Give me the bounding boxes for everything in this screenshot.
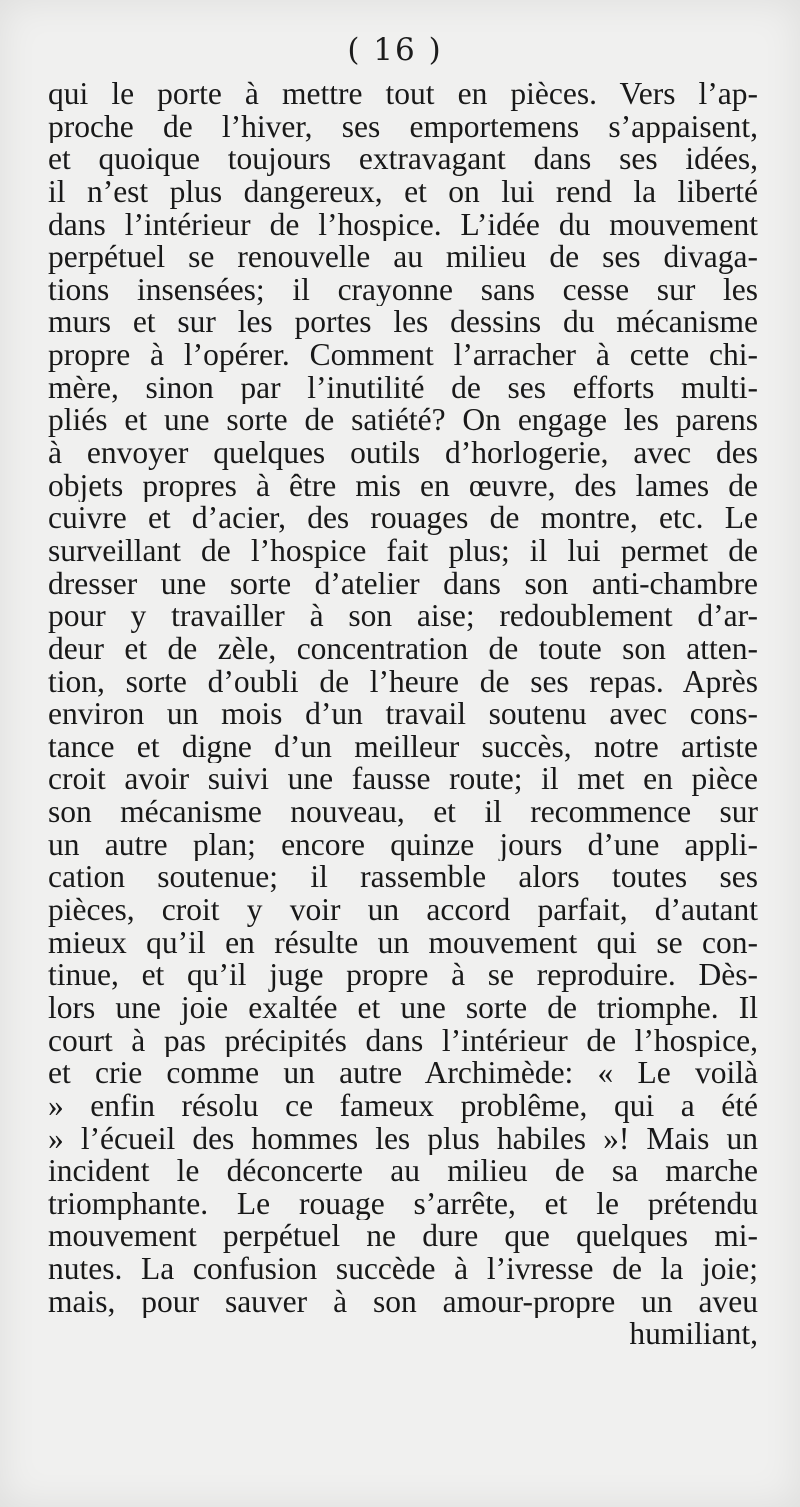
text-line: environ un mois d’un travail soutenu avec cons- — [48, 698, 758, 731]
text-line: pliés et une sorte de satiété? On engage les parens — [48, 404, 758, 438]
text-line: tance et digne d’un meilleur succès, notre artiste — [48, 730, 758, 764]
text-line: mouvement perpétuel ne dure que quelques mi- — [48, 1220, 758, 1254]
text-line: surveillant de l’hospice fait plus; il lui permet de — [48, 534, 758, 568]
text-line: qui le porte à mettre tout en pièces. Vers l’ap- — [48, 78, 758, 111]
text-line: mieux qu’il en résulte un mouvement qui se con- — [48, 926, 758, 960]
text-line: pour y travailler à son aise; redoublement d’ar- — [48, 600, 758, 633]
text-line: croit avoir suivi une fausse route; il met en pièce — [48, 763, 758, 797]
text-line: perpétuel se renouvelle au milieu de ses divaga- — [48, 241, 758, 274]
text-line: proche de l’hiver, ses emportemens s’appaisent, — [48, 110, 758, 144]
text-line: dresser une sorte d’atelier dans son anti-chambre — [48, 567, 758, 601]
text-line: propre à l’opérer. Comment l’arracher à cette chi- — [48, 339, 758, 372]
text-line: un autre plan; encore quinze jours d’une appli- — [48, 828, 758, 862]
text-line: il n’est plus dangereux, et on lui rend la liberté — [48, 175, 758, 209]
text-line: dans l’intérieur de l’hospice. L’idée du mouvement — [48, 208, 758, 242]
text-line: tions insensées; il crayonne sans cesse sur les — [48, 273, 758, 307]
text-line: et quoique toujours extravagant dans ses idées, — [48, 143, 758, 176]
text-line: court à pas précipités dans l’intérieur de l’hospice, — [48, 1024, 758, 1058]
text-line: triomphante. Le rouage s’arrête, et le prétendu — [48, 1187, 758, 1221]
text-line: murs et sur les portes les dessins du mécanisme — [48, 306, 758, 340]
text-line: deur et de zèle, concentration de toute son atten- — [48, 632, 758, 666]
catchword-line: humiliant, — [629, 1318, 758, 1351]
text-line: mère, sinon par l’inutilité de ses efforts multi- — [48, 371, 758, 405]
text-line: lors une joie exaltée et une sorte de triomphe. Il — [48, 991, 758, 1025]
text-line: cuivre et d’acier, des rouages de montre, etc. Le — [48, 502, 758, 535]
page-number: ( 16 ) — [347, 32, 443, 68]
text-line: et crie comme un autre Archimède: « Le voilà — [48, 1057, 758, 1090]
text-line: incident le déconcerte au milieu de sa marche — [48, 1155, 758, 1188]
text-line: mais, pour sauver à son amour-propre un aveu — [48, 1285, 758, 1319]
text-line: nutes. La confusion succède à l’ivresse de la joie; — [48, 1253, 758, 1286]
text-line: à envoyer quelques outils d’horlogerie, avec des — [48, 437, 758, 470]
text-line: cation soutenue; il rassemble alors toutes ses — [48, 861, 758, 895]
text-line: tinue, et qu’il juge propre à se reproduire. Dès- — [48, 959, 758, 992]
text-line: son mécanisme nouveau, et il recommence sur — [48, 796, 758, 829]
text-line: tion, sorte d’oubli de l’heure de ses repas. Après — [48, 665, 758, 699]
text-line: » l’écueil des hommes les plus habiles »! Mais un — [48, 1122, 758, 1156]
body-text — [48, 78, 758, 1351]
text-line: pièces, croit y voir un accord parfait, d’autant — [48, 894, 758, 927]
text-line: objets propres à être mis en œuvre, des lames de — [48, 469, 758, 503]
text-line: » enfin résolu ce fameux problême, qui a été — [48, 1089, 758, 1123]
